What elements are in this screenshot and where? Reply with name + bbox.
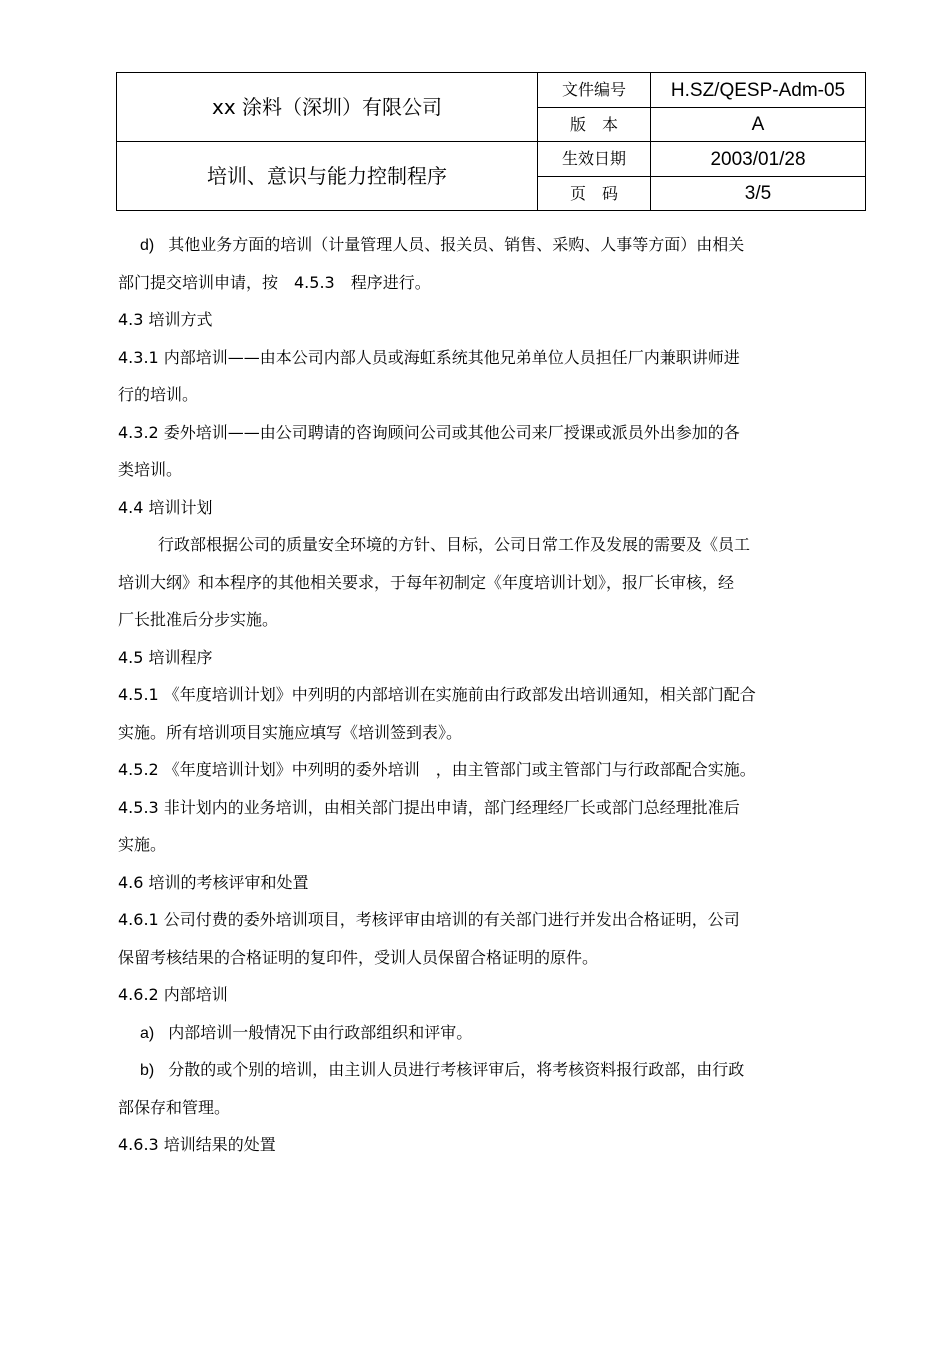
company-name: xx 涂料（深圳）有限公司 [117, 73, 538, 142]
item-a-marker: a) [140, 1024, 155, 1042]
section-4-6-1-line-1: 4.6.1 公司付费的委外培训项目，考核评审由培训的有关部门进行并发出合格证明，公司 [118, 910, 740, 929]
item-b-text: 分散的或个别的培训，由主训人员进行考核评审后，将考核资料报行政部，由行政 [168, 1060, 745, 1079]
item-a [118, 1014, 833, 1052]
section-4-5-3-line-1: 4.5.3 非计划内的业务培训，由相关部门提出申请，部门经理经厂长或部门总经理批准后 [118, 797, 740, 817]
section-4-5-3-line-2: 实施。 [118, 835, 167, 854]
section-4-6-heading: 4.6 培训的考核评审和处置 [118, 872, 309, 892]
section-4-3-2-line-1: 4.3.2 委外培训——由公司聘请的咨询顾问公司或其他公司来厂授课或派员外出参加的各 [118, 422, 740, 442]
page-number-label: 页 码 [538, 177, 651, 211]
section-4-6-2-heading: 4.6.2 内部培训 [118, 985, 228, 1004]
item-d-text: 其他业务方面的培训（计量管理人员、报关员、销售、采购、人事等方面）由相关 [168, 235, 745, 254]
section-4-3-2-line-2: 类培训。 [118, 460, 183, 479]
section-4-6-1-line-2: 保留考核结果的合格证明的复印件，受训人员保留合格证明的原件。 [118, 947, 599, 967]
section-4-4-paragraph-line-2: 培训大纲》和本程序的其他相关要求，于每年初制定《年度培训计划》，报厂长审核，经 [118, 572, 735, 592]
page-number-value: 3/5 [651, 177, 866, 211]
section-4-5-1-line-2: 实施。所有培训项目实施应填写《培训签到表》。 [118, 722, 463, 742]
item-b-line-1 [118, 1051, 833, 1089]
item-d-line-1 [118, 226, 833, 264]
section-4-5-1-line-1: 4.5.1 《年度培训计划》中列明的内部培训在实施前由行政部发出培训通知，相关部门配合 [118, 685, 756, 704]
procedure-title: 培训、意识与能力控制程序 [117, 142, 538, 211]
document-body [118, 226, 833, 1164]
section-4-3-1-line-2: 行的培训。 [118, 385, 199, 404]
version-value: A [651, 108, 866, 142]
section-4-4-heading: 4.4 培训计划 [118, 497, 213, 517]
item-d-marker: d) [140, 237, 155, 254]
section-4-5-2: 4.5.2 《年度培训计划》中列明的委外培训 ，由主管部门或主管部门与行政部配合实施。 [118, 760, 756, 779]
section-4-6-3-heading: 4.6.3 培训结果的处置 [118, 1135, 276, 1154]
section-4-4-paragraph-line-1: 行政部根据公司的质量安全环境的方针、目标，公司日常工作及发展的需要及《员工 [158, 535, 751, 554]
doc-number-value: H.SZ/QESP-Adm-05 [651, 73, 866, 108]
version-label: 版 本 [538, 108, 651, 142]
item-a-text: 内部培训一般情况下由行政部组织和评审。 [168, 1022, 473, 1042]
effective-date-value: 2003/01/28 [651, 142, 866, 177]
item-d-line-2: 部门提交培训申请，按 4.5.3 程序进行。 [118, 272, 431, 292]
item-b-line-2: 部保存和管理。 [118, 1097, 231, 1117]
document-header-table [116, 72, 866, 211]
section-4-3-heading: 4.3 培训方式 [118, 310, 213, 329]
section-4-3-1-line-1: 4.3.1 内部培训——由本公司内部人员或海虹系统其他兄弟单位人员担任厂内兼职讲师进 [118, 347, 740, 367]
doc-number-label: 文件编号 [538, 73, 651, 108]
effective-date-label: 生效日期 [538, 142, 651, 177]
section-4-4-paragraph-line-3: 厂长批准后分步实施。 [118, 610, 279, 629]
item-b-marker: b) [140, 1062, 155, 1079]
section-4-5-heading: 4.5 培训程序 [118, 647, 213, 667]
